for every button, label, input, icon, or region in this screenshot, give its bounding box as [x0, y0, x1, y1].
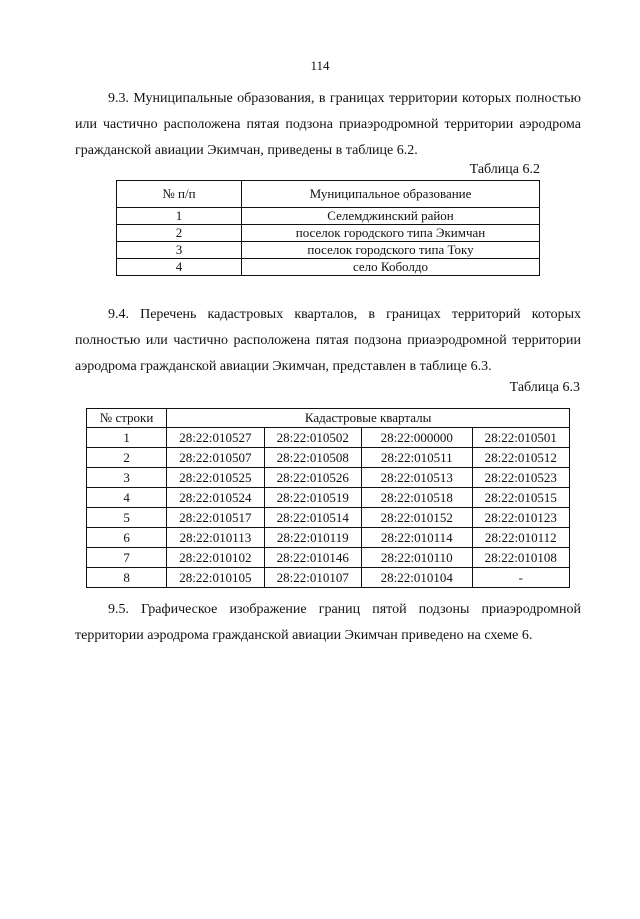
row-number-cell: 6	[87, 528, 167, 548]
cadastral-quarter-cell: 28:22:010507	[167, 448, 264, 468]
cadastral-quarter-cell: 28:22:010511	[361, 448, 472, 468]
column-header-row-number: № строки	[87, 409, 167, 428]
cadastral-quarter-cell: 28:22:010519	[264, 488, 361, 508]
row-number-cell: 5	[87, 508, 167, 528]
row-number-cell: 2	[87, 448, 167, 468]
page-number: 114	[310, 58, 330, 73]
table-cell: Селемджинский район	[242, 208, 540, 225]
cadastral-quarter-cell: 28:22:010512	[472, 448, 569, 468]
paragraph-9-4	[75, 302, 581, 380]
table-header-row	[117, 181, 540, 208]
cadastral-quarter-cell: 28:22:010123	[472, 508, 569, 528]
paragraph-line: 9.3. Муниципальные образования, в границах территории которых полностью	[108, 91, 581, 106]
column-header-cadastral-quarters: Кадастровые кварталы	[167, 409, 570, 428]
cadastral-quarter-cell: 28:22:010119	[264, 528, 361, 548]
cadastral-quarter-cell: 28:22:010514	[264, 508, 361, 528]
table-cadastral-quarters	[86, 408, 570, 588]
cadastral-quarter-cell: 28:22:010513	[361, 468, 472, 488]
cadastral-quarter-cell: 28:22:010501	[472, 428, 569, 448]
paragraph-line: аэродрома гражданской авиации Экимчан, представлен в таблице 6.3.	[75, 359, 492, 374]
paragraph-line: территории аэродрома гражданской авиации Экимчан приведено на схеме 6.	[75, 628, 533, 643]
paragraph-line: гражданской авиации Экимчан, приведены в таблице 6.2.	[75, 143, 418, 158]
table-row	[87, 568, 570, 588]
cadastral-quarter-cell: 28:22:010105	[167, 568, 264, 588]
paragraph-line: полностью или частично расположена пятая подзона приаэродромной территории	[75, 333, 581, 348]
table-row	[87, 488, 570, 508]
table-cell: 3	[117, 242, 242, 259]
table-row	[87, 468, 570, 488]
table-cell: поселок городского типа Экимчан	[242, 225, 540, 242]
row-number-cell: 7	[87, 548, 167, 568]
table-cell: 2	[117, 225, 242, 242]
paragraph-line: или частично расположена пятая подзона приаэродромной территории аэродрома	[75, 117, 581, 132]
table-row	[117, 225, 540, 242]
cadastral-quarter-cell: 28:22:010508	[264, 448, 361, 468]
row-number-cell: 3	[87, 468, 167, 488]
row-number-cell: 1	[87, 428, 167, 448]
paragraph-line: 9.4. Перечень кадастровых кварталов, в границах территорий которых	[108, 307, 581, 322]
cadastral-quarter-cell: 28:22:010146	[264, 548, 361, 568]
cadastral-quarter-cell: 28:22:010524	[167, 488, 264, 508]
table-cell: 1	[117, 208, 242, 225]
table-row	[117, 259, 540, 276]
cadastral-quarter-cell: 28:22:010518	[361, 488, 472, 508]
row-number-cell: 4	[87, 488, 167, 508]
cadastral-quarter-cell: 28:22:010526	[264, 468, 361, 488]
table-municipalities	[116, 180, 540, 276]
table-header-row	[87, 409, 570, 428]
cadastral-quarter-cell: 28:22:010523	[472, 468, 569, 488]
cadastral-quarter-cell: 28:22:010104	[361, 568, 472, 588]
cadastral-quarter-cell: -	[472, 568, 569, 588]
cadastral-quarter-cell: 28:22:010152	[361, 508, 472, 528]
cadastral-quarter-cell: 28:22:010107	[264, 568, 361, 588]
table-row	[87, 448, 570, 468]
table-cell: поселок городского типа Току	[242, 242, 540, 259]
table-6-3-caption: Таблица 6.3	[509, 380, 580, 395]
table-row	[87, 528, 570, 548]
cadastral-quarter-cell: 28:22:010102	[167, 548, 264, 568]
row-number-cell: 8	[87, 568, 167, 588]
cadastral-quarter-cell: 28:22:000000	[361, 428, 472, 448]
cadastral-quarter-cell: 28:22:010527	[167, 428, 264, 448]
table-body	[87, 428, 570, 588]
column-header-municipality: Муниципальное образование	[242, 181, 540, 208]
table-cell: село Коболдо	[242, 259, 540, 276]
paragraph-line: 9.5. Графическое изображение границ пятой подзоны приаэродромной	[108, 602, 581, 617]
cadastral-quarter-cell: 28:22:010112	[472, 528, 569, 548]
table-row	[87, 548, 570, 568]
table-cell: 4	[117, 259, 242, 276]
paragraph-9-5	[75, 597, 581, 649]
paragraph-9-3	[75, 86, 581, 164]
cadastral-quarter-cell: 28:22:010114	[361, 528, 472, 548]
table-row	[117, 242, 540, 259]
table-6-2-caption: Таблица 6.2	[469, 162, 540, 177]
cadastral-quarter-cell: 28:22:010502	[264, 428, 361, 448]
cadastral-quarter-cell: 28:22:010110	[361, 548, 472, 568]
table-row	[87, 508, 570, 528]
cadastral-quarter-cell: 28:22:010515	[472, 488, 569, 508]
cadastral-quarter-cell: 28:22:010113	[167, 528, 264, 548]
column-header-number: № п/п	[117, 181, 242, 208]
cadastral-quarter-cell: 28:22:010517	[167, 508, 264, 528]
table-row	[87, 428, 570, 448]
cadastral-quarter-cell: 28:22:010525	[167, 468, 264, 488]
table-row	[117, 208, 540, 225]
cadastral-quarter-cell: 28:22:010108	[472, 548, 569, 568]
